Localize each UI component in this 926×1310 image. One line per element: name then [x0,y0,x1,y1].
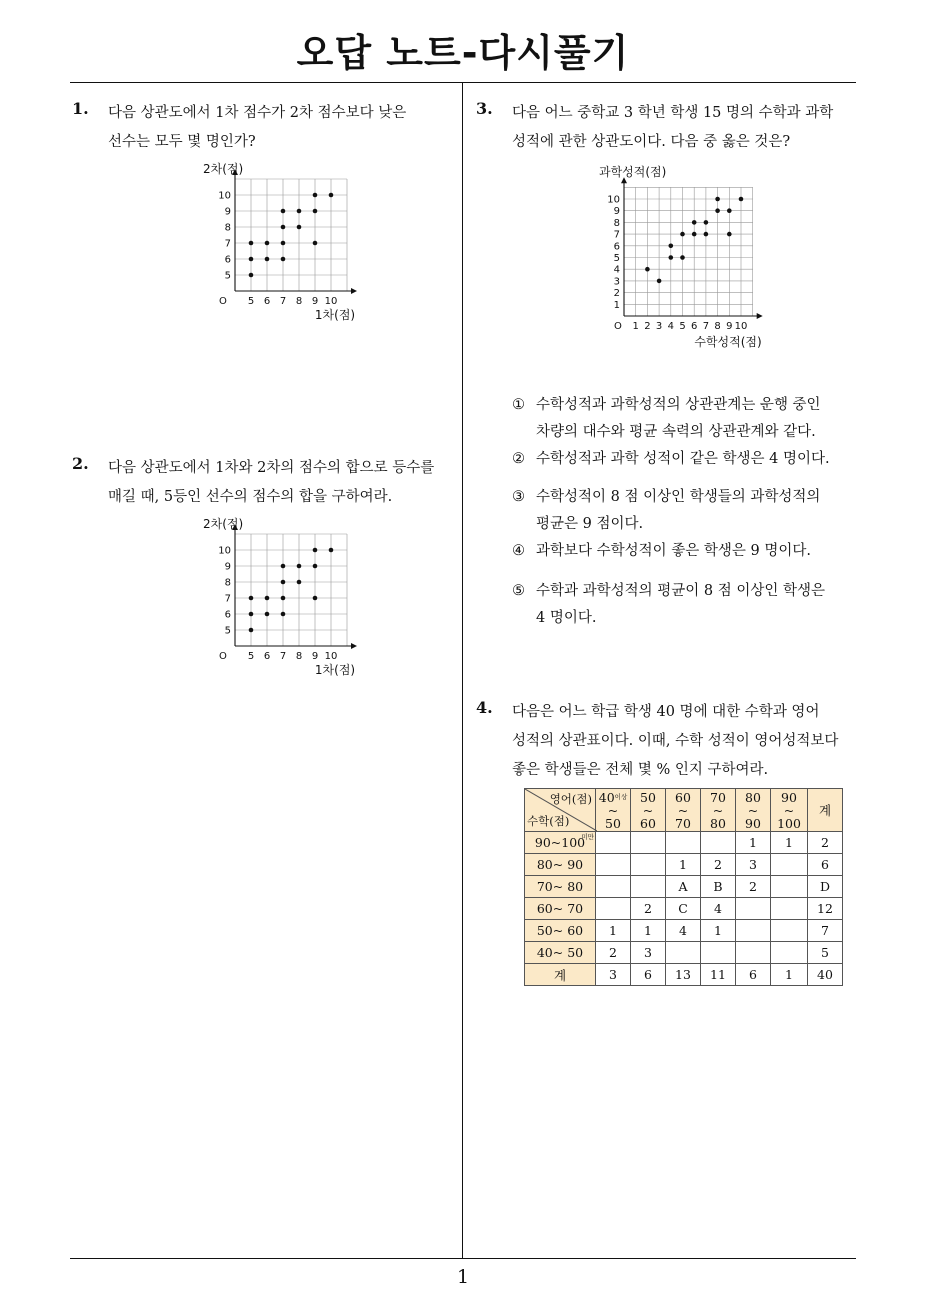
column-header: 60 ~ 70 [666,789,701,832]
data-point [329,548,334,553]
origin-label: O [219,296,227,307]
data-point [692,220,697,225]
top-rule [70,82,856,83]
x-tick-label: 7 [279,296,287,307]
x-tick-label: 6 [263,651,271,662]
correlation-table [524,788,843,986]
column-header: 70 ~ 80 [701,789,736,832]
table-cell: 1 [771,964,808,986]
table-cell: 3 [736,854,771,876]
data-point [313,241,318,246]
question-number: 4. [476,698,493,717]
bottom-rule [70,1258,856,1259]
y-tick-label: 5 [613,253,620,264]
data-point [727,232,732,237]
origin-label: O [219,651,227,662]
data-point [657,279,662,284]
data-point [249,612,254,617]
table-cell: 4 [666,920,701,942]
data-point [669,244,674,249]
table-cell [596,898,631,920]
x-axis-label: 1차(점) [314,663,356,677]
column-header: 80 ~ 90 [736,789,771,832]
row-total: 2 [808,832,843,854]
x-tick-label: 5 [247,651,255,662]
data-point [715,197,720,202]
table-cell: 1 [596,920,631,942]
data-point [727,208,732,213]
table-cell [631,832,666,854]
data-point [281,209,286,214]
data-point [265,596,270,601]
table-cell: C [666,898,701,920]
x-tick-label: 9 [311,296,319,307]
row-header: 90~100 미만 [525,832,596,854]
total-header: 계 [808,789,843,832]
x-tick-label: 7 [279,651,287,662]
table-cell [596,876,631,898]
row-header: 40~ 50 [525,942,596,964]
table-cell: 2 [596,942,631,964]
data-point [313,596,318,601]
table-cell: 2 [736,876,771,898]
x-axis-label: 수학성적(점) [694,335,762,349]
x-tick-label: 3 [655,321,663,332]
x-tick-label: 1 [632,321,639,332]
x-tick-label: 2 [644,321,651,332]
table-cell [701,942,736,964]
page-number: 1 [456,1266,470,1288]
y-tick-label: 6 [613,241,620,253]
x-tick-label: 6 [263,296,271,307]
x-tick-label: 8 [295,296,303,307]
y-tick-label: 9 [613,206,620,218]
table-cell: B [701,876,736,898]
y-tick-label: 10 [218,190,231,202]
y-tick-label: 2 [613,288,620,300]
table-cell: 2 [631,898,666,920]
y-tick-label: 1 [613,299,620,311]
table-row [525,942,843,964]
data-point [281,612,286,617]
x-tick-label: 7 [702,321,710,332]
row-total: 40 [808,964,843,986]
y-axis-label: 2차(점) [203,517,244,531]
table-cell [771,920,808,942]
table-cell [736,942,771,964]
table-cell [736,920,771,942]
question-number: 3. [476,99,493,118]
page-title: 오답 노트-다시풀기 [296,31,630,75]
origin-label: O [614,321,622,332]
table-row [525,876,843,898]
y-tick-label: 7 [613,229,620,241]
column-header: 90 ~ 100 [771,789,808,832]
data-point [715,208,720,213]
range-note: 미만 [581,833,594,841]
table-row [525,920,843,942]
question-text: 다음 상관도에서 1차와 2차의 점수의 합으로 등수를 매길 때, 5등인 선수의 점수의 합을 구하여라. [108,460,435,505]
data-point [313,193,318,198]
y-tick-label: 8 [224,577,231,589]
column-header: 50 ~ 60 [631,789,666,832]
y-tick-label: 10 [218,545,231,557]
data-point [249,628,254,633]
y-tick-label: 5 [224,270,231,282]
table-cell [771,854,808,876]
row-total: D [808,876,843,898]
table-row [525,964,843,986]
data-point [313,548,318,553]
question-text: 다음 어느 중학교 3 학년 학생 15 명의 수학과 과학 성적에 관한 상관도이다. 다음 중 옳은 것은? [512,105,834,150]
data-point [313,209,318,214]
column-divider [462,83,463,1259]
table-cell [701,832,736,854]
x-tick-label: 4 [667,321,674,332]
table-cell [596,832,631,854]
data-point [265,612,270,617]
row-total: 7 [808,920,843,942]
table-cell [631,854,666,876]
row-total: 6 [808,854,843,876]
data-point [249,596,254,601]
data-point [680,255,685,260]
data-point [281,257,286,262]
x-tick-label: 9 [726,321,733,332]
x-axis-label: 1차(점) [314,308,356,322]
table-cell: A [666,876,701,898]
table-cell [666,832,701,854]
table-row [525,854,843,876]
x-tick-label: 5 [247,296,255,307]
x-axis-arrow [351,643,357,649]
data-point [680,232,685,237]
question-number: 1. [72,99,89,118]
y-tick-label: 5 [224,625,231,637]
data-point [297,209,302,214]
table-cell [771,876,808,898]
y-tick-label: 6 [224,609,231,621]
data-point [692,232,697,237]
table-cell: 13 [666,964,701,986]
option-5[interactable]: ⑤ 수학과 과학성적의 평균이 8 점 이상인 학생은 4 명이다. [512,583,826,626]
row-header: 계 [525,964,596,986]
data-point [281,225,286,230]
data-point [281,580,286,585]
column-header: $40^{이상}$ ~ 50 [596,789,631,832]
table-cell [596,854,631,876]
y-tick-label: 8 [224,222,231,234]
data-point [739,197,744,202]
table-cell: 11 [701,964,736,986]
data-point [281,596,286,601]
table-cell: 2 [701,854,736,876]
row-total: 12 [808,898,843,920]
x-tick-label: 10 [324,651,338,662]
x-tick-label: 8 [714,321,721,332]
x-tick-label: 10 [324,296,338,307]
y-tick-label: 6 [224,254,231,266]
scatter-chart-q2 [195,510,370,685]
y-tick-label: 3 [613,276,620,288]
data-point [265,257,270,262]
x-axis-arrow [351,288,357,294]
data-point [249,257,254,262]
table-corner: 영어(점) 수학(점) [525,789,596,832]
x-tick-label: 8 [295,651,303,662]
table-cell [771,942,808,964]
table-cell [666,942,701,964]
data-point [281,564,286,569]
row-header: 80~ 90 [525,854,596,876]
data-point [669,255,674,260]
table-cell: 1 [666,854,701,876]
table-cell [736,898,771,920]
x-tick-label: 5 [679,321,686,332]
row-header: 70~ 80 [525,876,596,898]
option-2[interactable]: ② 수학성적과 과학 성적이 같은 학생은 4 명이다. [512,451,830,467]
data-point [249,273,254,278]
data-point [265,241,270,246]
option-4[interactable]: ④ 과학보다 수학성적이 좋은 학생은 9 명이다. [512,543,811,559]
y-tick-label: 4 [613,264,620,276]
data-point [249,241,254,246]
y-tick-label: 10 [607,194,620,206]
table-cell: 1 [771,832,808,854]
data-point [704,220,709,225]
question-text: 다음 상관도에서 1차 점수가 2차 점수보다 낮은 선수는 모두 몇 명인가? [108,105,407,150]
data-point [281,241,286,246]
y-axis-label: 과학성적(점) [599,165,667,179]
table-cell: 4 [701,898,736,920]
table-cell: 6 [631,964,666,986]
data-point [329,193,334,198]
x-tick-label: 6 [691,321,698,332]
data-point [313,564,318,569]
table-cell: 1 [701,920,736,942]
x-tick-label: 9 [311,651,319,662]
table-cell: 3 [596,964,631,986]
table-cell [771,898,808,920]
y-axis-label: 2차(점) [203,162,244,176]
table-cell: 3 [631,942,666,964]
y-tick-label: 9 [224,561,231,573]
data-point [645,267,650,272]
table-cell [631,876,666,898]
question-number: 2. [72,454,89,473]
table-cell: 1 [736,832,771,854]
table-row [525,832,843,854]
scatter-chart-q1 [195,155,370,330]
row-header: 50~ 60 [525,920,596,942]
data-point [297,564,302,569]
option-3[interactable]: ③ 수학성적이 8 점 이상인 학생들의 과학성적의 평균은 9 점이다. [512,489,821,532]
y-tick-label: 8 [613,217,620,229]
data-point [704,232,709,237]
table-cell: 1 [631,920,666,942]
y-tick-label: 7 [224,238,231,250]
y-tick-label: 9 [224,206,231,218]
table-row [525,898,843,920]
y-tick-label: 7 [224,593,231,605]
x-axis-arrow [757,313,763,319]
question-text: 다음은 어느 학급 학생 40 명에 대한 수학과 영어 성적의 상관표이다. 이때, 수학 성적이 영어성적보다 좋은 학생들은 전체 몇 % 인지 구하여라. [512,704,839,778]
data-point [297,225,302,230]
x-tick-label: 10 [734,321,748,332]
row-total: 5 [808,942,843,964]
row-header: 60~ 70 [525,898,596,920]
table-cell: 6 [736,964,771,986]
data-point [297,580,302,585]
option-1[interactable]: ① 수학성적과 과학성적의 상관관계는 운행 중인 차량의 대수와 평균 속력의 상관관계와 같다. [512,397,821,440]
scatter-chart-q3 [592,158,782,353]
